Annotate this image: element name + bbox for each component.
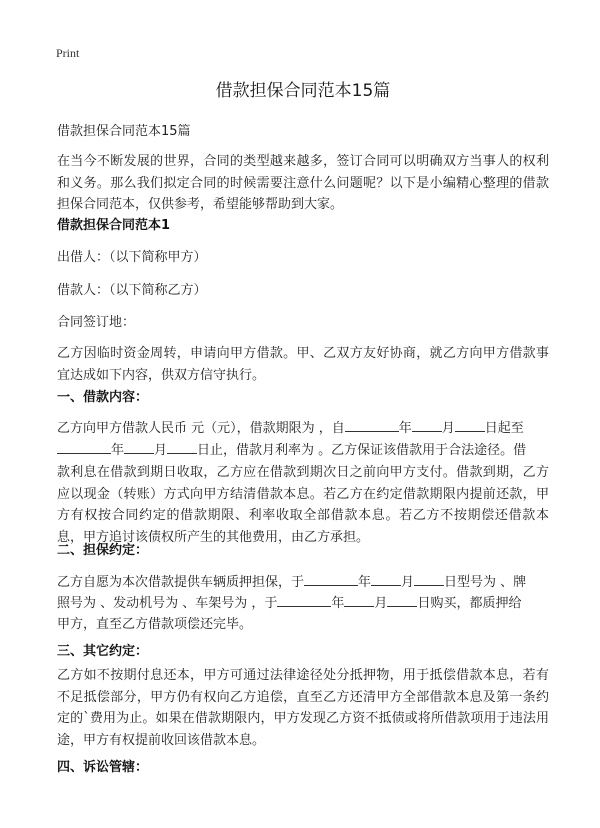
print-link[interactable]: Print (56, 46, 80, 60)
lender-line: 出借人：（以下简称甲方） (57, 250, 207, 265)
clause4-heading: 四、诉讼管辖： (57, 760, 149, 775)
month-blank (344, 594, 374, 607)
clause1-paragraph: 款利息在借款到期日收取，乙方应在借款到期次日之前向甲方支付。借款到期，乙方应以现金（转账）方式向甲方结清借款本息。若乙方在约定借款期限内提前还款，甲方有权按合同约定的借款期限、利率收取全部借款本息。若乙方不按期偿还借款本息，甲方追讨该债权所产生的其他费用，由乙方承担。 (57, 465, 549, 545)
month-blank (124, 441, 154, 454)
year-blank (57, 441, 111, 454)
day-blank (455, 419, 485, 432)
month-blank (412, 419, 442, 432)
sign-place-line: 合同签订地： (57, 315, 136, 330)
clause1-line1: 乙方向甲方借款人民币 元（元），借款期限为 ，自 年 月 日起至 (57, 421, 524, 436)
clause3-heading: 三、其它约定： (57, 644, 149, 659)
section-heading: 借款担保合同范本1 (57, 218, 171, 233)
month-blank (371, 573, 401, 586)
intro-paragraph: 在当今不断发展的世界，合同的类型越来越多，签订合同可以明确双方当事人的权利和义务。那么我们拟定合同的时候需要注意什么问题呢？以下是小编精心整理的借款担保合同范本，仅供参考，希望能够帮助到大家。 (57, 154, 549, 212)
clause2-line1: 乙方自愿为本次借款提供车辆质押担保，于 年 月 日型号为 、牌 (57, 575, 527, 590)
document-subtitle: 借款担保合同范本15篇 (57, 124, 191, 139)
clause1-line2: 年 月 日止，借款月利率为 。乙方保证该借款用于合法途径。借 (57, 440, 549, 462)
clause2-line2: 照号为 、发动机号为 、车架号为 ，于 年 月 日购买，都质押给 (57, 596, 522, 611)
day-blank (167, 441, 197, 454)
clause2-line3: 甲方，直至乙方借款项偿还完毕。 (57, 617, 253, 632)
year-blank (345, 419, 399, 432)
year-blank (304, 573, 358, 586)
document-title: 借款担保合同范本15篇 (215, 81, 391, 101)
day-blank (387, 594, 417, 607)
clause2-heading: 二、担保约定： (57, 543, 149, 558)
borrower-line: 借款人：（以下简称乙方） (57, 283, 207, 298)
year-blank (277, 594, 331, 607)
day-blank (414, 573, 444, 586)
clause1-heading: 一、借款内容： (57, 390, 149, 405)
clause3-paragraph: 乙方如不按期付息还本，甲方可通过法律途径处分抵押物，用于抵偿借款本息，若有不足抵偿部分，甲方仍有权向乙方追偿，直至乙方还清甲方全部借款本息及第一条约定的`费用为止。如果在借款期限内，甲方发现乙方资不抵债或将所借款项用于违法用途，甲方有权提前收回该借款本息。 (57, 668, 549, 748)
preamble-paragraph: 乙方因临时资金周转，申请向甲方借款。甲、乙双方友好协商，就乙方向甲方借款事宜达成如下内容，供双方信守执行。 (57, 346, 549, 383)
